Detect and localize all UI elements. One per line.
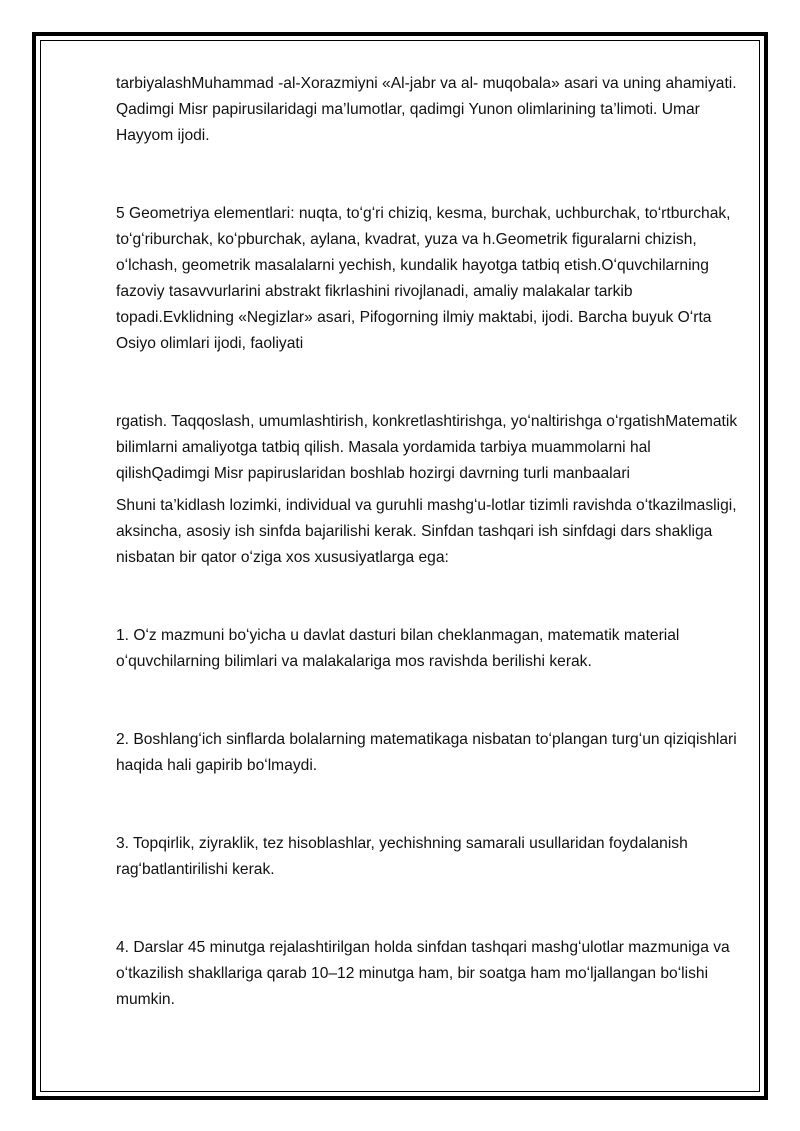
paragraph-spacer xyxy=(116,571,746,597)
paragraph-spacer xyxy=(116,175,746,201)
paragraph-spacer xyxy=(116,357,746,383)
paragraph-spacer xyxy=(116,597,746,623)
paragraph-history: tarbiyalashMuhammad -al-Xorazmiyni «Al-jabr va al- muqobala» asari va uning ahamiyati. Qadimgi Misr papirusilaridagi ma’lumotlar, qadimgi Yunon olimlarining ta’limoti. Umar Hayyom ijodi. xyxy=(116,75,737,144)
paragraph-geometry: 5 Geometriya elementlari: nuqta, toʻgʻri chiziq, kesma, burchak, uchburchak, toʻrtburchak, toʻgʻriburchak, koʻpburchak, aylana, kvadrat, yuza va h.Geometrik figuralarni chizish, oʻlchash, geometrik masalalarni yechish, kundalik hayotga tatbiq etish.Oʻquvchilarning fazoviy tasavvurlarini abstrakt fikrlashini rivojlanadi, amaliy malakalar tarkib topadi.Evklidning «Negizlar» asari, Pifogorning ilmiy maktabi, ijodi. Barcha buyuk Oʻrta Osiyo olimlari ijodi, faoliyati xyxy=(116,205,731,352)
paragraph-spacer xyxy=(116,805,746,831)
document-body xyxy=(116,71,746,1013)
paragraph-extracurricular: Shuni ta’kidlash lozimki, individual va guruhli mashgʻu-lotlar tizimli ravishda oʻtkazilmasligi, aksincha, asosiy ish sinfda bajarilishi kerak. Sinfdan tashqari ish sinfdagi dars shakliga nisbatan bir qator oʻziga xos xususiyatlarga ega: xyxy=(116,497,737,566)
list-item-2: 2. Boshlangʻich sinflarda bolalarning matematikaga nisbatan toʻplangan turgʻun qiziqishlari haqida hali gapirib boʻlmaydi. xyxy=(116,731,737,774)
paragraph-spacer xyxy=(116,883,746,909)
list-item-3: 3. Topqirlik, ziyraklik, tez hisoblashlar, yechishning samarali usullaridan foydalanish ragʻbatlantirilishi kerak. xyxy=(116,835,688,878)
paragraph-spacer xyxy=(116,779,746,805)
paragraph-teaching: rgatish. Taqqoslash, umumlashtirish, konkretlashtirishga, yoʻnaltirishga oʻrgatishMatematik bilimlarni amaliyotga tatbiq qilish. Masala yordamida tarbiya muammolarni hal qilishQadimgi Misr papiruslaridan boshlab hozirgi davrning turli manbaalari xyxy=(116,413,738,482)
paragraph-spacer xyxy=(116,149,746,175)
paragraph-spacer xyxy=(116,909,746,935)
paragraph-spacer xyxy=(116,675,746,701)
paragraph-spacer xyxy=(116,383,746,409)
paragraph-spacer xyxy=(116,701,746,727)
list-item-1: 1. Oʻz mazmuni boʻyicha u davlat dasturi bilan cheklanmagan, matematik material oʻquvchilarning bilimlari va malakalariga mos ravishda berilishi kerak. xyxy=(116,627,680,670)
list-item-4: 4. Darslar 45 minutga rejalashtirilgan holda sinfdan tashqari mashgʻulotlar mazmuniga va oʻtkazilish shakllariga qarab 10–12 minutga ham, bir soatga ham moʻljallangan boʻlishi mumkin. xyxy=(116,939,730,1008)
